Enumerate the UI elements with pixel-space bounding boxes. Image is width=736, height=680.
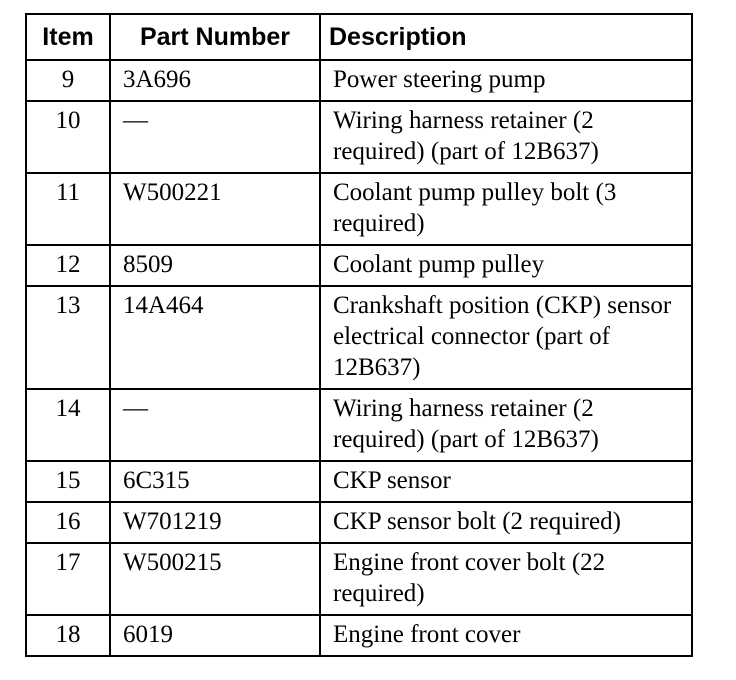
- cell-item: 13: [26, 286, 110, 389]
- cell-part-number: 6C315: [110, 461, 320, 502]
- cell-item: 17: [26, 543, 110, 615]
- cell-part-number: W500215: [110, 543, 320, 615]
- cell-description: CKP sensor: [320, 461, 692, 502]
- parts-table: [25, 13, 693, 657]
- cell-description: CKP sensor bolt (2 required): [320, 502, 692, 543]
- cell-item: 18: [26, 615, 110, 656]
- header-part-number: Part Number: [110, 14, 320, 60]
- table-row: [26, 60, 692, 101]
- cell-item: 16: [26, 502, 110, 543]
- table-row: [26, 615, 692, 656]
- table-row: [26, 461, 692, 502]
- cell-description: Crankshaft position (CKP) sensor electrical connector (part of 12B637): [320, 286, 692, 389]
- cell-part-number: W701219: [110, 502, 320, 543]
- cell-part-number: —: [110, 389, 320, 461]
- cell-description: Wiring harness retainer (2 required) (part of 12B637): [320, 101, 692, 173]
- table-row: [26, 101, 692, 173]
- table-row: [26, 173, 692, 245]
- cell-part-number: —: [110, 101, 320, 173]
- cell-part-number: 6019: [110, 615, 320, 656]
- header-description: Description: [320, 14, 692, 60]
- cell-item: 15: [26, 461, 110, 502]
- cell-item: 10: [26, 101, 110, 173]
- cell-description: Engine front cover: [320, 615, 692, 656]
- table-row: [26, 389, 692, 461]
- cell-part-number: 3A696: [110, 60, 320, 101]
- table-row: [26, 286, 692, 389]
- cell-description: Wiring harness retainer (2 required) (part of 12B637): [320, 389, 692, 461]
- table-row: [26, 245, 692, 286]
- table-row: [26, 543, 692, 615]
- cell-item: 14: [26, 389, 110, 461]
- cell-part-number: 14A464: [110, 286, 320, 389]
- cell-item: 11: [26, 173, 110, 245]
- cell-item: 12: [26, 245, 110, 286]
- cell-description: Coolant pump pulley: [320, 245, 692, 286]
- cell-item: 9: [26, 60, 110, 101]
- cell-part-number: 8509: [110, 245, 320, 286]
- header-item: Item: [26, 14, 110, 60]
- cell-description: Engine front cover bolt (22 required): [320, 543, 692, 615]
- header-row: [26, 14, 692, 60]
- cell-description: Power steering pump: [320, 60, 692, 101]
- table-row: [26, 502, 692, 543]
- cell-part-number: W500221: [110, 173, 320, 245]
- cell-description: Coolant pump pulley bolt (3 required): [320, 173, 692, 245]
